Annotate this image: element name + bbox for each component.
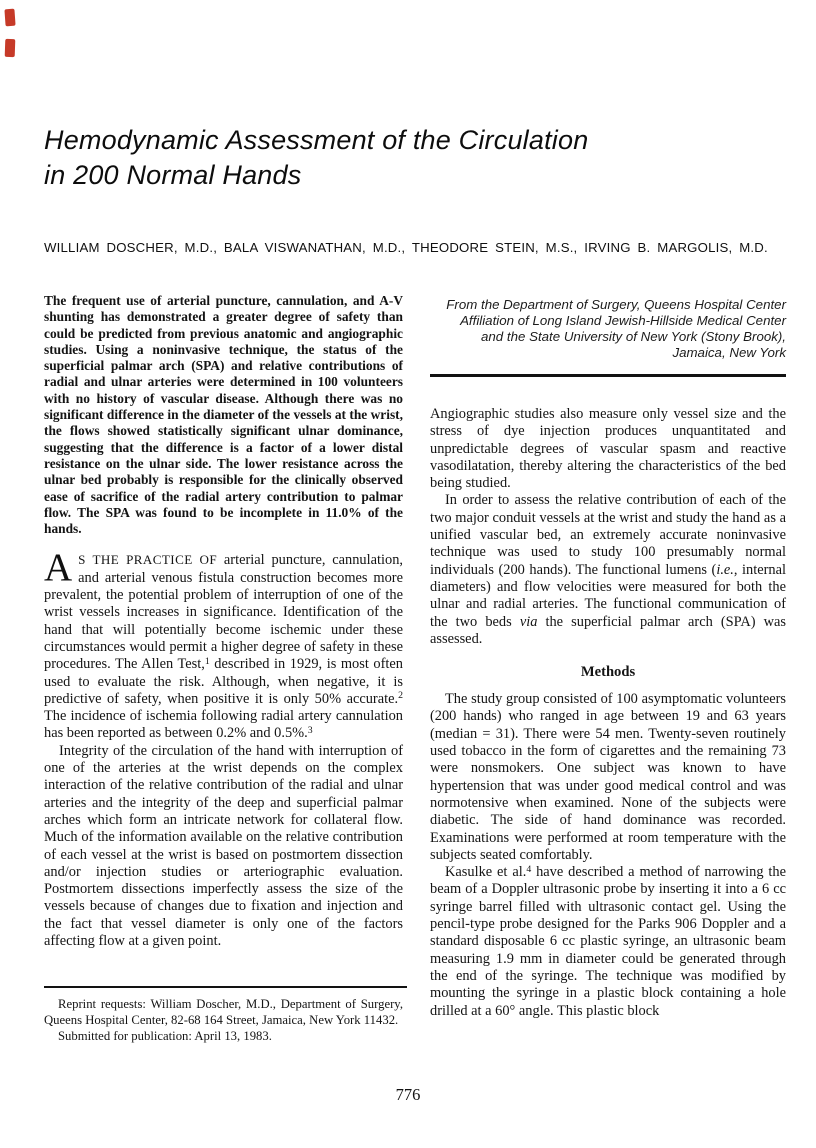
article-title xyxy=(44,123,588,193)
right-column xyxy=(430,297,786,1020)
methods-paragraph-2: Kasulke et al.$^4$ have described a method of narrowing the beam of a Doppler ultrasonic probe by inserting it into a 6 cc syringe barrel filled with ultrasonic contact gel. Using the pencil-type probe designed for the Parks 906 Doppler and a standard disposable 6 cc plastic syringe, an ultrasonic beam measuring 1.9 mm in diameter could be generated through the end of the syringe. The technique was modified by mounting the syringe in a plastic block containing a hole drilled at a 60° angle. This plastic block xyxy=(430,863,786,1019)
affiliation-line: and the State University of New York (Stony Brook), xyxy=(481,329,786,344)
affiliation-line: From the Department of Surgery, Queens Hospital Center xyxy=(446,297,786,312)
left-paragraph-2: Integrity of the circulation of the hand with interruption of one of the arteries at the wrist depends on the complex interaction of the relative contribution of the radial and ulnar arteries and the integrity of the deep and superficial palmar arches which form an intricate network for collateral flow. Much of the information available on the relative contribution of each vessel at the wrist is based on postmortem dissection and/or injection studies or arteriographic evaluation. Postmortem dissections imperfectly assess the size of the vessels because of changes due to fixation and injection and the fact that vessel diameter is only one of the factors affecting flow at a given point. xyxy=(44,742,403,949)
footnote-divider xyxy=(44,986,407,988)
footnote-block xyxy=(44,997,403,1045)
affiliation-divider xyxy=(430,374,786,377)
affiliation-line: Affiliation of Long Island Jewish-Hillside Medical Center xyxy=(460,313,786,328)
right-paragraph-2: In order to assess the relative contribution of each of the two major conduit vessels at the wrist and study the hand as a unified vascular bed, an extremely accurate noninvasive technique was used to study 100 presumably normal individuals (200 hands). The functional lumens (i.e., internal diameters) and flow velocities were measured for both the ulnar and radial arteries. The functional communication of the two beds via the superficial palmar arch (SPA) was assessed. xyxy=(430,492,787,647)
red-edge-mark-bottom xyxy=(5,39,16,57)
affiliation-block xyxy=(430,297,786,361)
right-paragraph-1: Angiographic studies also measure only vessel size and the stress of dye injection produces unquantitated and unpredictable degrees of vascular spasm and reactive vasodilatation, thereby altering the characteristics of the bed being studied. xyxy=(430,406,786,492)
abstract-text: The frequent use of arterial puncture, cannulation, and A-V shunting has demonstrated a greater degree of safety than could be predicted from previous anatomic and angiographic studies. Using a noninvasive technique, the status of the superficial palmar arch (SPA) and relative contributions of radial and ulnar arteries were determined in 100 volunteers with no history of vascular disease. Although there was no significant difference in the diameter of the vessels at the wrist, the flows showed statistically significant ulnar dominance, suggesting that the difference is a factor of a lower distal resistance on the ulnar side. The lower resistance across the ulnar bed probably is responsible for the clinically observed ease of sacrifice of the radial artery contribution to palmar flow. The SPA was found to be incomplete in 11.0% of the hands. xyxy=(44,293,403,537)
red-edge-mark-top xyxy=(4,9,15,27)
article-title-line1: Hemodynamic Assessment of the Circulation xyxy=(44,125,589,155)
methods-section-heading: Methods xyxy=(580,664,636,681)
left-column xyxy=(44,293,403,950)
article-title-line2: in 200 Normal Hands xyxy=(44,160,302,190)
page-number: 776 xyxy=(395,1085,421,1104)
intro-paragraph xyxy=(44,546,403,742)
dropcap-letter: A xyxy=(44,546,73,590)
intro-paragraph-text: S THE PRACTICE OF arterial puncture, cannulation, and arterial venous fistula construction becomes more prevalent, the potential problem of interruption of one of the wrist vessels increases in significance. Identification of the hand that will potentially become ischemic under these circumstances would permit a higher degree of safety in these procedures. The Allen Test,$^1$ described in 1929, is most often used to evaluate the risk. Although, when negative, it is predictive of safety, when positive it is only 50% accurate.$^2$ The incidence of ischemia following radial artery cannulation has been reported as between 0.2% and 0.5%.$^3$ xyxy=(44,552,403,742)
submitted-note: Submitted for publication: April 13, 1983. xyxy=(58,1028,272,1043)
reprint-requests-note: Reprint requests: William Doscher, M.D., Department of Surgery, Queens Hospital Center, 82-68 164 Street, Jamaica, New York 11432. xyxy=(44,997,403,1027)
authors-line: WILLIAM DOSCHER, M.D., BALA VISWANATHAN, M.D., THEODORE STEIN, M.S., IRVING B. MARGOLIS, M.D. xyxy=(44,240,768,255)
methods-paragraph-1: The study group consisted of 100 asymptomatic volunteers (200 hands) who ranged in age between 19 and 63 years (median = 31). There were 54 men. Twenty-seven routinely used tobacco in the form of cigarettes and the remaining 73 were nonsmokers. One subject was known to have hypertension that was under good medical control and was normotensive when examined. None of the subjects were diabetic. The side of hand dominance was recorded. Examinations were performed at room temperature with the subjects seated comfortably. xyxy=(430,691,786,863)
affiliation-line: Jamaica, New York xyxy=(672,345,786,360)
right-column-body xyxy=(430,406,786,1020)
